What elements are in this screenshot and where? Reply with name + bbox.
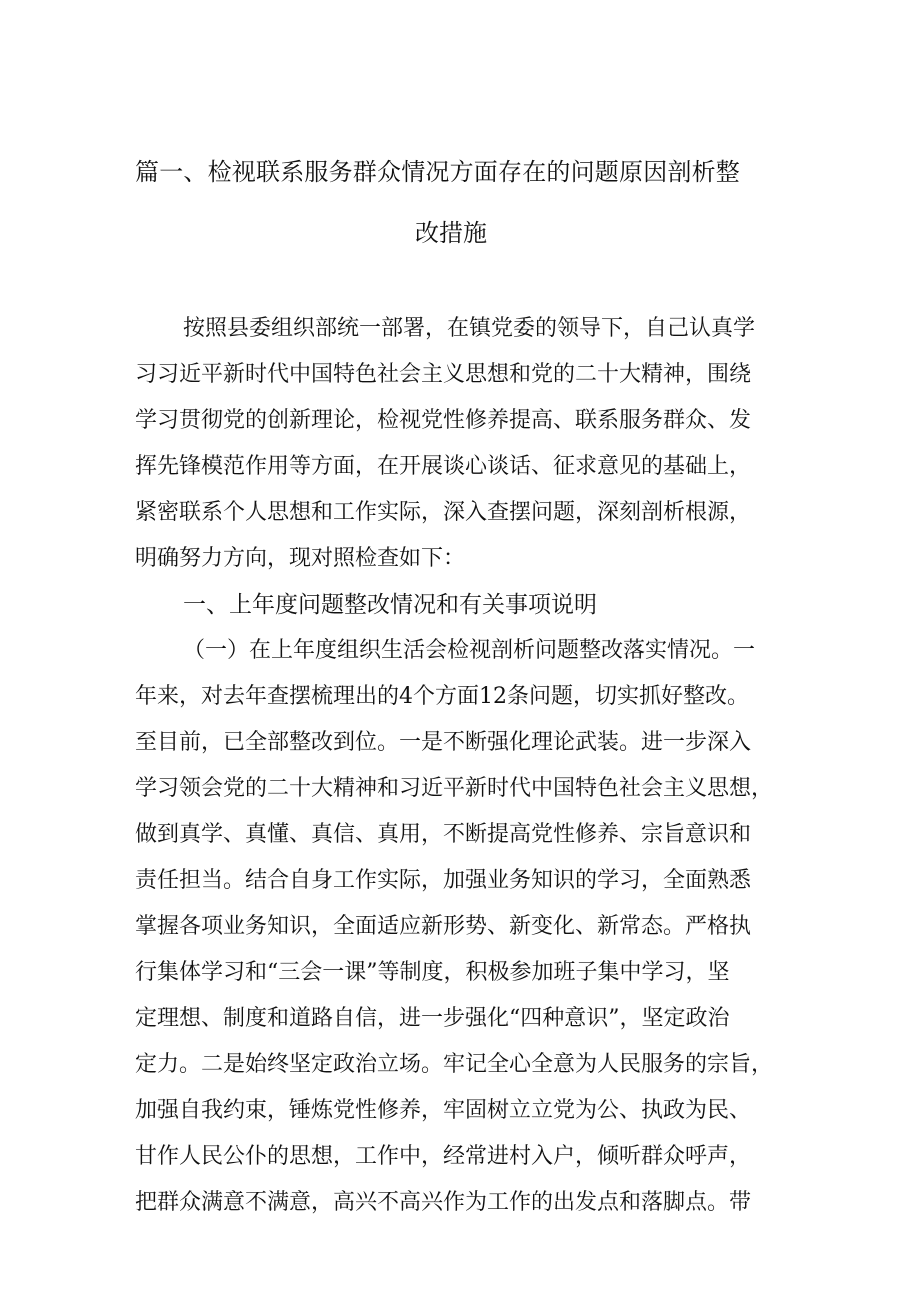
section-line: 至目前，已全部整改到位。一是不断强化理论武装。进一步深入 <box>135 730 752 755</box>
section-line: 做到真学、真懂、真信、真用，不断提高党性修养、宗旨意识和 <box>135 822 752 847</box>
section-line: 年来，对去年查摆梳理出的4个方面12条问题，切实抓好整改。 <box>135 684 749 709</box>
intro-line: 挥先锋模范作用等方面，在开展谈心谈话、征求意见的基础上， <box>135 454 752 479</box>
section-line: 定理想、制度和道路自信，进一步强化“四种意识”，坚定政治 <box>135 1006 730 1031</box>
document-title-line-1: 篇一、检视联系服务群众情况方面存在的问题原因剖析整 <box>135 158 740 186</box>
intro-line: 习习近平新时代中国特色社会主义思想和党的二十大精神，围绕 <box>135 362 752 387</box>
section-line: 加强自我约束，锤炼党性修养，牢固树立立党为公、执政为民、 <box>135 1098 752 1123</box>
section-line: （一）在上年度组织生活会检视剖析问题整改落实情况。一 <box>183 638 756 663</box>
intro-line: 明确努力方向，现对照检查如下： <box>135 546 466 571</box>
document-title-line-2: 改措施 <box>415 219 487 247</box>
intro-line: 按照县委组织部统一部署，在镇党委的领导下，自己认真学 <box>183 316 756 341</box>
section-line: 行集体学习和“三会一课”等制度，积极参加班子集中学习，坚 <box>135 960 730 985</box>
intro-line: 学习贯彻党的创新理论，检视党性修养提高、联系服务群众、发 <box>135 408 752 433</box>
section-line: 责任担当。结合自身工作实际，加强业务知识的学习，全面熟悉 <box>135 868 752 893</box>
section-line: 甘作人民公仆的思想，工作中，经常进村入户，倾听群众呼声， <box>135 1144 752 1169</box>
section-line: 定力。二是始终坚定政治立场。牢记全心全意为人民服务的宗旨， <box>135 1052 774 1077</box>
section-line: 掌握各项业务知识，全面适应新形势、新变化、新常态。严格执 <box>135 914 752 939</box>
section-line: 学习领会党的二十大精神和习近平新时代中国特色社会主义思想， <box>135 776 774 801</box>
section-line: 把群众满意不满意，高兴不高兴作为工作的出发点和落脚点。带 <box>135 1190 752 1215</box>
intro-line: 紧密联系个人思想和工作实际，深入查摆问题，深刻剖析根源， <box>135 500 752 525</box>
section-heading: 一、上年度问题整改情况和有关事项说明 <box>183 592 597 618</box>
